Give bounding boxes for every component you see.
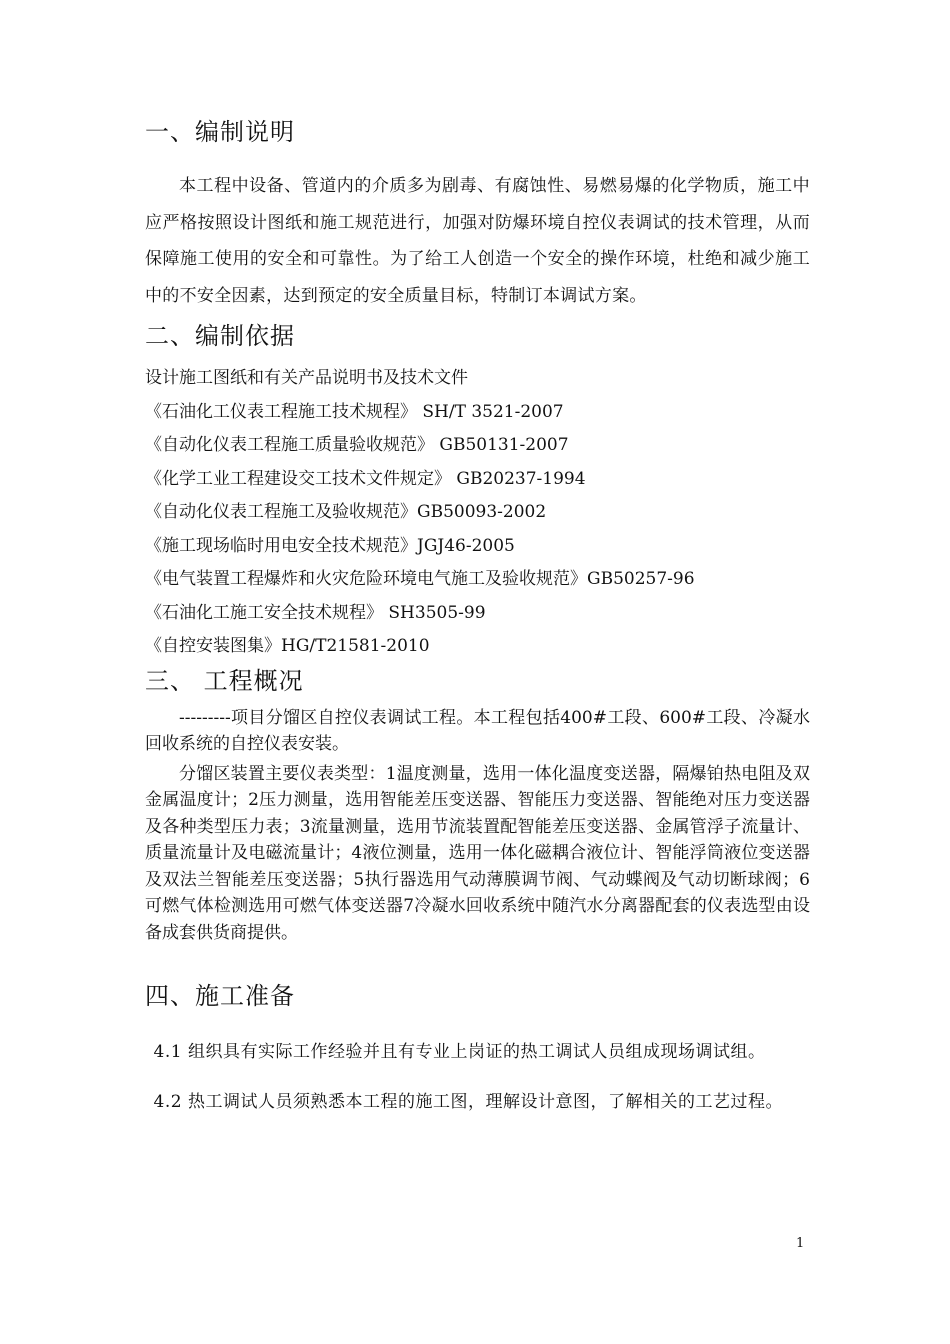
page-content bbox=[145, 112, 810, 1124]
reference-item: 《自控安装图集》HG/T21581-2010 bbox=[145, 636, 430, 656]
reference-item: 《自动化仪表工程施工质量验收规范》 GB50131-2007 bbox=[145, 435, 569, 455]
reference-item: 《石油化工施工安全技术规程》 SH3505-99 bbox=[145, 602, 486, 623]
reference-item: 《石油化工仪表工程施工技术规程》 SH/T 3521-2007 bbox=[145, 401, 564, 422]
preparation-item-4-1: 4.1 组织具有实际工作经验并且有专业上岗证的热工调试人员组成现场调试组。 bbox=[153, 1042, 766, 1062]
preparation-item-4-2: 4.2 热工调试人员须熟悉本工程的施工图，理解设计意图，了解相关的工艺过程。 bbox=[153, 1092, 783, 1112]
instrument-types-paragraph: 分馏区装置主要仪表类型：1温度测量，选用一体化温度变送器，隔爆铂热电阻及双金属温度计；2压力测量，选用智能差压变送器、智能压力变送器、智能绝对压力变送器及各种类型压力表；3流量测量，选用节流装置配智能差压变送器、金属管浮子流量计、质量流量计及电磁流量计；4液位测量，选用一体化磁耦合液位计、智能浮筒液位变送器及双法兰智能差压变送器；5执行器选用气动薄膜调节阀、气动蝶阀及气动切断球阀；6可燃气体检测选用可燃气体变送器7冷凝水回收系统中随汽水分离器配套的仪表选型由设备成套供货商提供。 bbox=[145, 763, 810, 943]
reference-item: 《自动化仪表工程施工及验收规范》GB50093-2002 bbox=[145, 502, 547, 522]
reference-item: 《施工现场临时用电安全技术规范》JGJ46-2005 bbox=[145, 535, 515, 556]
reference-item: 《化学工业工程建设交工技术文件规定》 GB20237-1994 bbox=[145, 468, 586, 489]
section-heading-project-overview: 三、 工程概况 bbox=[145, 666, 304, 695]
page-number: 1 bbox=[796, 1236, 805, 1251]
section-heading-construction-preparation: 四、施工准备 bbox=[145, 982, 295, 1010]
reference-item: 设计施工图纸和有关产品说明书及技术文件 bbox=[145, 368, 468, 388]
reference-list bbox=[145, 362, 810, 664]
section-heading-compilation-basis: 二、编制依据 bbox=[145, 322, 295, 350]
section-heading-compilation-notes: 一、编制说明 bbox=[145, 118, 295, 146]
reference-item: 《电气装置工程爆炸和火灾危险环境电气施工及验收规范》GB50257-96 bbox=[145, 569, 695, 589]
project-overview-paragraph: ---------项目分馏区自控仪表调试工程。本工程包括400#工段、600#工段、冷凝水回收系统的自控仪表安装。 bbox=[145, 707, 810, 754]
compilation-notes-paragraph: 本工程中设备、管道内的介质多为剧毒、有腐蚀性、易燃易爆的化学物质，施工中应严格按照设计图纸和施工规范进行，加强对防爆环境自控仪表调试的技术管理，从而保障施工使用的安全和可靠性。为了给工人创造一个安全的操作环境，杜绝和减少施工中的不安全因素，达到预定的安全质量目标，特制订本调试方案。 bbox=[145, 176, 810, 306]
